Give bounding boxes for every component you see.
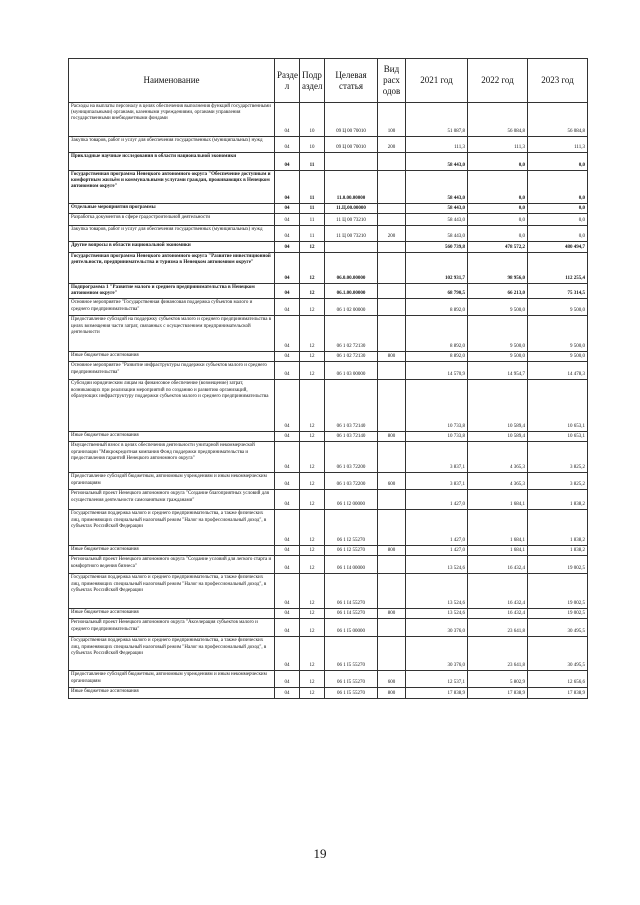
row-expense-type: 800 — [378, 432, 406, 442]
row-name: Иные бюджетные ассигнования — [69, 546, 275, 556]
row-name: Региональный проект Ненецкого автономного округа "Создание условий для легкого старта и комфортного ведения бизнеса" — [69, 556, 275, 574]
row-expense-type: 600 — [378, 671, 406, 688]
table-row — [69, 671, 588, 688]
row-amount-2021: 58 443,0 — [406, 226, 468, 242]
row-amount-2022: 10 589,4 — [468, 380, 528, 432]
row-subsection: 12 — [300, 380, 325, 432]
row-expense-type: 800 — [378, 352, 406, 362]
row-target-article: 06 1 02 72130 — [325, 352, 378, 362]
row-target-article: 11.0.00.00000 — [325, 171, 378, 204]
row-target-article: 06 1 03 00000 — [325, 362, 378, 380]
row-name: Региональный проект Ненецкого автономного округа "Акселерация субъектов малого и среднего предпринимательства" — [69, 619, 275, 637]
row-amount-2022: 1 684,1 — [468, 510, 528, 546]
row-expense-type: 800 — [378, 546, 406, 556]
row-name: Отдельные мероприятия программы — [69, 204, 275, 214]
row-section: 04 — [275, 226, 300, 242]
row-amount-2023: 3 825,2 — [528, 473, 588, 490]
row-amount-2021: 51 087,8 — [406, 103, 468, 137]
row-section: 04 — [275, 490, 300, 510]
row-amount-2021: 102 931,7 — [406, 253, 468, 284]
row-name: Государственная поддержка малого и среднего предпринимательства, а также физических лиц, применяющих специальный налоговый режим "Налог на профессиональный доход", в субъектах Российской Федерации — [69, 510, 275, 546]
table-row — [69, 171, 588, 204]
row-section: 04 — [275, 671, 300, 688]
row-expense-type — [378, 153, 406, 171]
row-expense-type: 200 — [378, 226, 406, 242]
row-amount-2022: 4 365,3 — [468, 473, 528, 490]
row-amount-2021: 560 739,8 — [406, 242, 468, 253]
row-subsection: 12 — [300, 432, 325, 442]
row-section: 04 — [275, 153, 300, 171]
row-subsection: 12 — [300, 556, 325, 574]
table-row — [69, 204, 588, 214]
row-expense-type — [378, 490, 406, 510]
row-name: Другие вопросы в области национальной экономики — [69, 242, 275, 253]
row-amount-2022: 16 432,4 — [468, 609, 528, 619]
table-header-row — [69, 59, 588, 103]
row-amount-2022: 4 365,3 — [468, 442, 528, 473]
row-amount-2023: 17 838,9 — [528, 688, 588, 699]
row-amount-2021: 30 376,0 — [406, 637, 468, 671]
row-amount-2023: 0,0 — [528, 171, 588, 204]
row-subsection: 11 — [300, 204, 325, 214]
row-name: Государственная поддержка малого и среднего предпринимательства, а также физических лиц, применяющих специальный налоговый режим "Налог на профессиональный доход", в субъектах Российской Федерации — [69, 637, 275, 671]
table-row — [69, 688, 588, 699]
row-section: 04 — [275, 103, 300, 137]
row-amount-2021: 111,3 — [406, 137, 468, 153]
header-target-article: Целевая статья — [325, 59, 378, 103]
row-section: 04 — [275, 204, 300, 214]
row-name: Государственная поддержка малого и среднего предпринимательства, а также физических лиц, применяющих специальный налоговый режим "Налог на профессиональный доход", в субъектах Российской Федерации — [69, 574, 275, 609]
row-amount-2022: 0,0 — [468, 171, 528, 204]
table-row — [69, 226, 588, 242]
row-amount-2021: 58 443,0 — [406, 153, 468, 171]
table-row — [69, 299, 588, 316]
row-name: Имущественный взнос в целях обеспечения деятельности унитарной некоммерческой организации "Микрокредитная компания Фонд поддержки предпринимательства и предоставления гарантий Ненецкого автономного округа" — [69, 442, 275, 473]
header-name: Наименование — [69, 59, 275, 103]
row-name: Иные бюджетные ассигнования — [69, 352, 275, 362]
row-section: 04 — [275, 362, 300, 380]
budget-table — [68, 58, 588, 699]
row-subsection: 12 — [300, 688, 325, 699]
row-subsection: 11 — [300, 153, 325, 171]
row-name: Предоставление субсидий на поддержку субъектов малого и среднего предпринимательства в целях возмещения части затрат, связанных с осуществлением предпринимательской деятельности — [69, 316, 275, 352]
row-subsection: 12 — [300, 609, 325, 619]
row-subsection: 12 — [300, 352, 325, 362]
row-amount-2021: 1 427,0 — [406, 490, 468, 510]
row-target-article: 11 Ц 00 73210 — [325, 226, 378, 242]
row-amount-2021: 58 443,0 — [406, 204, 468, 214]
table-row — [69, 637, 588, 671]
row-target-article — [325, 242, 378, 253]
row-subsection: 12 — [300, 546, 325, 556]
row-amount-2021: 13 524,6 — [406, 609, 468, 619]
table-row — [69, 352, 588, 362]
table-row — [69, 546, 588, 556]
header-2021: 2021 год — [406, 59, 468, 103]
row-name: Разработка документов в сфере градостроительной деятельности — [69, 214, 275, 226]
row-subsection: 12 — [300, 574, 325, 609]
row-section: 04 — [275, 510, 300, 546]
row-target-article: 06 1 I4 55270 — [325, 574, 378, 609]
row-amount-2022: 16 432,4 — [468, 574, 528, 609]
row-amount-2023: 14 478,3 — [528, 362, 588, 380]
row-subsection: 12 — [300, 253, 325, 284]
row-amount-2023: 1 838,2 — [528, 546, 588, 556]
table-row — [69, 380, 588, 432]
row-section: 04 — [275, 284, 300, 299]
row-amount-2023: 0,0 — [528, 214, 588, 226]
row-target-article: 06 1 I2 00000 — [325, 490, 378, 510]
row-amount-2022: 10 589,4 — [468, 432, 528, 442]
header-subsection: Подр аздел — [300, 59, 325, 103]
row-section: 04 — [275, 137, 300, 153]
row-target-article: 06 1 I5 00000 — [325, 619, 378, 637]
row-amount-2022: 111,3 — [468, 137, 528, 153]
row-amount-2021: 3 837,1 — [406, 442, 468, 473]
row-amount-2023: 19 002,5 — [528, 574, 588, 609]
row-amount-2021: 3 837,1 — [406, 473, 468, 490]
row-subsection: 12 — [300, 510, 325, 546]
row-expense-type — [378, 284, 406, 299]
row-name: Региональный проект Ненецкого автономного округа "Создание благоприятных условий для осуществления деятельности самозанятыми гражданами" — [69, 490, 275, 510]
row-amount-2021: 10 733,8 — [406, 432, 468, 442]
row-target-article: 11.Ц.00.00000 — [325, 204, 378, 214]
row-amount-2021: 12 537,1 — [406, 671, 468, 688]
row-section: 04 — [275, 556, 300, 574]
row-section: 04 — [275, 619, 300, 637]
row-expense-type — [378, 637, 406, 671]
row-target-article: 06 1 03 72140 — [325, 380, 378, 432]
row-amount-2021: 10 733,8 — [406, 380, 468, 432]
row-expense-type — [378, 316, 406, 352]
row-amount-2022: 1 684,1 — [468, 490, 528, 510]
row-expense-type — [378, 299, 406, 316]
row-amount-2023: 75 314,5 — [528, 284, 588, 299]
row-target-article: 06 1 I5 55270 — [325, 637, 378, 671]
row-amount-2023: 9 500,0 — [528, 352, 588, 362]
row-target-article: 09 Ц 00 70010 — [325, 103, 378, 137]
row-expense-type: 800 — [378, 609, 406, 619]
row-amount-2022: 23 641,8 — [468, 619, 528, 637]
row-target-article: 06 1 03 72200 — [325, 473, 378, 490]
row-amount-2022: 98 956,0 — [468, 253, 528, 284]
row-section: 04 — [275, 432, 300, 442]
table-row — [69, 432, 588, 442]
row-name: Субсидии юридическим лицам на финансовое обеспечение (возмещение) затрат, возникающих при реализации мероприятий по созданию и развитию организаций, образующих инфраструктуру поддержки субъектов малого и среднего предпринимательства — [69, 380, 275, 432]
row-expense-type — [378, 362, 406, 380]
row-target-article: 06.1.00.00000 — [325, 284, 378, 299]
row-name: Иные бюджетные ассигнования — [69, 688, 275, 699]
table-row — [69, 510, 588, 546]
row-name: Подпрограмма 1 "Развитие малого и среднего предпринимательства в Ненецком автономном округе" — [69, 284, 275, 299]
row-amount-2022: 0,0 — [468, 214, 528, 226]
row-subsection: 12 — [300, 637, 325, 671]
row-expense-type — [378, 204, 406, 214]
row-amount-2021: 13 524,6 — [406, 556, 468, 574]
row-amount-2022: 14 954,7 — [468, 362, 528, 380]
row-amount-2022: 0,0 — [468, 204, 528, 214]
row-amount-2023: 0,0 — [528, 204, 588, 214]
row-section: 04 — [275, 316, 300, 352]
header-expense-type: Вид расх одов — [378, 59, 406, 103]
row-expense-type — [378, 380, 406, 432]
table-row — [69, 137, 588, 153]
row-target-article — [325, 153, 378, 171]
row-name: Прикладные научные исследования в области национальной экономики — [69, 153, 275, 171]
table-row — [69, 253, 588, 284]
row-name: Предоставление субсидий бюджетным, автономным учреждениям и иным некоммерческим организациям — [69, 473, 275, 490]
row-amount-2022: 478 572,2 — [468, 242, 528, 253]
row-amount-2022: 1 684,1 — [468, 546, 528, 556]
row-name: Государственная программа Ненецкого автономного округа "Развитие инвестиционной деятельности, предпринимательства и туризма в Ненецком автономном округе" — [69, 253, 275, 284]
row-section: 04 — [275, 380, 300, 432]
row-expense-type — [378, 619, 406, 637]
row-target-article: 06 1 I2 55270 — [325, 510, 378, 546]
row-amount-2021: 58 443,0 — [406, 171, 468, 204]
row-section: 04 — [275, 688, 300, 699]
row-section: 04 — [275, 473, 300, 490]
table-row — [69, 490, 588, 510]
row-section: 04 — [275, 442, 300, 473]
row-expense-type: 200 — [378, 137, 406, 153]
row-section: 04 — [275, 574, 300, 609]
header-section: Разде л — [275, 59, 300, 103]
row-name: Основное мероприятие "Развитие инфраструктуры поддержки субъектов малого и среднего предпринимательства" — [69, 362, 275, 380]
row-subsection: 12 — [300, 490, 325, 510]
row-amount-2023: 30 495,5 — [528, 619, 588, 637]
row-name: Расходы на выплаты персоналу в целях обеспечения выполнения функций государственными (муниципальными) органами, казенными учреждениями, органами управления государственными внебюджетными фондами — [69, 103, 275, 137]
table-body — [69, 103, 588, 699]
row-subsection: 10 — [300, 137, 325, 153]
row-amount-2021: 14 570,9 — [406, 362, 468, 380]
row-amount-2023: 112 255,4 — [528, 253, 588, 284]
row-name: Предоставление субсидий бюджетным, автономным учреждениям и иным некоммерческим организациям — [69, 671, 275, 688]
row-target-article: 06 1 I4 55270 — [325, 609, 378, 619]
row-name: Иные бюджетные ассигнования — [69, 609, 275, 619]
row-amount-2021: 58 443,0 — [406, 214, 468, 226]
table-row — [69, 609, 588, 619]
table-row — [69, 284, 588, 299]
row-expense-type — [378, 242, 406, 253]
table-row — [69, 619, 588, 637]
row-amount-2023: 10 653,1 — [528, 432, 588, 442]
row-name: Закупка товаров, работ и услуг для обеспечения государственных (муниципальных) нужд — [69, 137, 275, 153]
row-expense-type — [378, 253, 406, 284]
row-expense-type: 100 — [378, 103, 406, 137]
row-amount-2023: 19 002,5 — [528, 556, 588, 574]
row-target-article: 06 1 I4 00000 — [325, 556, 378, 574]
row-amount-2023: 19 002,5 — [528, 609, 588, 619]
row-expense-type: 600 — [378, 473, 406, 490]
row-target-article: 06 1 I5 55270 — [325, 688, 378, 699]
row-target-article: 06 1 I5 55270 — [325, 671, 378, 688]
row-amount-2022: 5 802,9 — [468, 671, 528, 688]
row-amount-2022: 9 500,0 — [468, 316, 528, 352]
row-section: 04 — [275, 299, 300, 316]
row-amount-2023: 111,3 — [528, 137, 588, 153]
table-row — [69, 153, 588, 171]
header-2022: 2022 год — [468, 59, 528, 103]
row-amount-2021: 8 892,0 — [406, 299, 468, 316]
row-amount-2022: 9 500,0 — [468, 299, 528, 316]
row-subsection: 10 — [300, 103, 325, 137]
row-subsection: 12 — [300, 284, 325, 299]
row-amount-2023: 9 500,0 — [528, 316, 588, 352]
row-amount-2021: 1 427,0 — [406, 510, 468, 546]
row-amount-2021: 68 790,5 — [406, 284, 468, 299]
row-subsection: 12 — [300, 442, 325, 473]
table-row — [69, 574, 588, 609]
row-amount-2023: 0,0 — [528, 153, 588, 171]
row-target-article: 06 1 I2 55270 — [325, 546, 378, 556]
row-expense-type — [378, 574, 406, 609]
budget-table-container — [68, 58, 587, 699]
row-amount-2021: 13 524,6 — [406, 574, 468, 609]
table-row — [69, 442, 588, 473]
table-row — [69, 242, 588, 253]
row-amount-2023: 9 500,0 — [528, 299, 588, 316]
row-subsection: 12 — [300, 362, 325, 380]
row-amount-2022: 56 084,8 — [468, 103, 528, 137]
row-target-article: 06 1 03 72200 — [325, 442, 378, 473]
row-expense-type — [378, 171, 406, 204]
row-subsection: 11 — [300, 171, 325, 204]
row-name: Иные бюджетные ассигнования — [69, 432, 275, 442]
row-section: 04 — [275, 352, 300, 362]
row-amount-2022: 66 213,0 — [468, 284, 528, 299]
row-expense-type — [378, 214, 406, 226]
row-amount-2023: 3 825,2 — [528, 442, 588, 473]
row-subsection: 12 — [300, 316, 325, 352]
row-expense-type: 800 — [378, 688, 406, 699]
row-amount-2022: 9 500,0 — [468, 352, 528, 362]
table-row — [69, 214, 588, 226]
table-row — [69, 316, 588, 352]
row-name: Основное мероприятие "Государственная финансовая поддержка субъектов малого и среднего предпринимательства" — [69, 299, 275, 316]
row-subsection: 12 — [300, 299, 325, 316]
table-row — [69, 362, 588, 380]
row-amount-2023: 1 838,2 — [528, 510, 588, 546]
row-amount-2023: 480 494,7 — [528, 242, 588, 253]
row-expense-type — [378, 556, 406, 574]
row-amount-2022: 0,0 — [468, 226, 528, 242]
row-section: 04 — [275, 546, 300, 556]
row-amount-2021: 1 427,0 — [406, 546, 468, 556]
header-2023: 2023 год — [528, 59, 588, 103]
row-amount-2023: 0,0 — [528, 226, 588, 242]
row-subsection: 11 — [300, 226, 325, 242]
row-target-article: 06 1 02 00000 — [325, 299, 378, 316]
row-subsection: 12 — [300, 473, 325, 490]
row-amount-2021: 8 892,0 — [406, 316, 468, 352]
row-subsection: 12 — [300, 671, 325, 688]
row-expense-type — [378, 510, 406, 546]
row-amount-2023: 10 653,1 — [528, 380, 588, 432]
table-row — [69, 473, 588, 490]
row-section: 04 — [275, 253, 300, 284]
row-expense-type — [378, 442, 406, 473]
table-row — [69, 556, 588, 574]
row-subsection: 12 — [300, 619, 325, 637]
row-section: 04 — [275, 214, 300, 226]
row-amount-2023: 30 495,5 — [528, 637, 588, 671]
row-amount-2022: 16 432,4 — [468, 556, 528, 574]
table-row — [69, 103, 588, 137]
row-amount-2022: 23 641,8 — [468, 637, 528, 671]
row-target-article: 06 1 03 72140 — [325, 432, 378, 442]
row-amount-2023: 56 084,8 — [528, 103, 588, 137]
row-subsection: 12 — [300, 242, 325, 253]
row-amount-2021: 8 892,0 — [406, 352, 468, 362]
row-target-article: 06.0.00.00000 — [325, 253, 378, 284]
row-subsection: 11 — [300, 214, 325, 226]
row-section: 04 — [275, 171, 300, 204]
row-section: 04 — [275, 242, 300, 253]
row-section: 04 — [275, 609, 300, 619]
row-amount-2023: 1 838,2 — [528, 490, 588, 510]
row-name: Закупка товаров, работ и услуг для обеспечения государственных (муниципальных) нужд — [69, 226, 275, 242]
page-number: 19 — [313, 846, 327, 861]
row-amount-2022: 17 838,9 — [468, 688, 528, 699]
row-amount-2021: 30 376,0 — [406, 619, 468, 637]
row-target-article: 11 Ц 00 73210 — [325, 214, 378, 226]
row-name: Государственная программа Ненецкого автономного округа "Обеспечение доступным и комфортным жильём и коммунальными услугами граждан, проживающих в Ненецком автономном округе" — [69, 171, 275, 204]
row-target-article: 09 Ц 00 70010 — [325, 137, 378, 153]
row-amount-2022: 0,0 — [468, 153, 528, 171]
row-target-article: 06 1 02 72130 — [325, 316, 378, 352]
row-amount-2021: 17 838,9 — [406, 688, 468, 699]
row-amount-2023: 12 656,6 — [528, 671, 588, 688]
row-section: 04 — [275, 637, 300, 671]
